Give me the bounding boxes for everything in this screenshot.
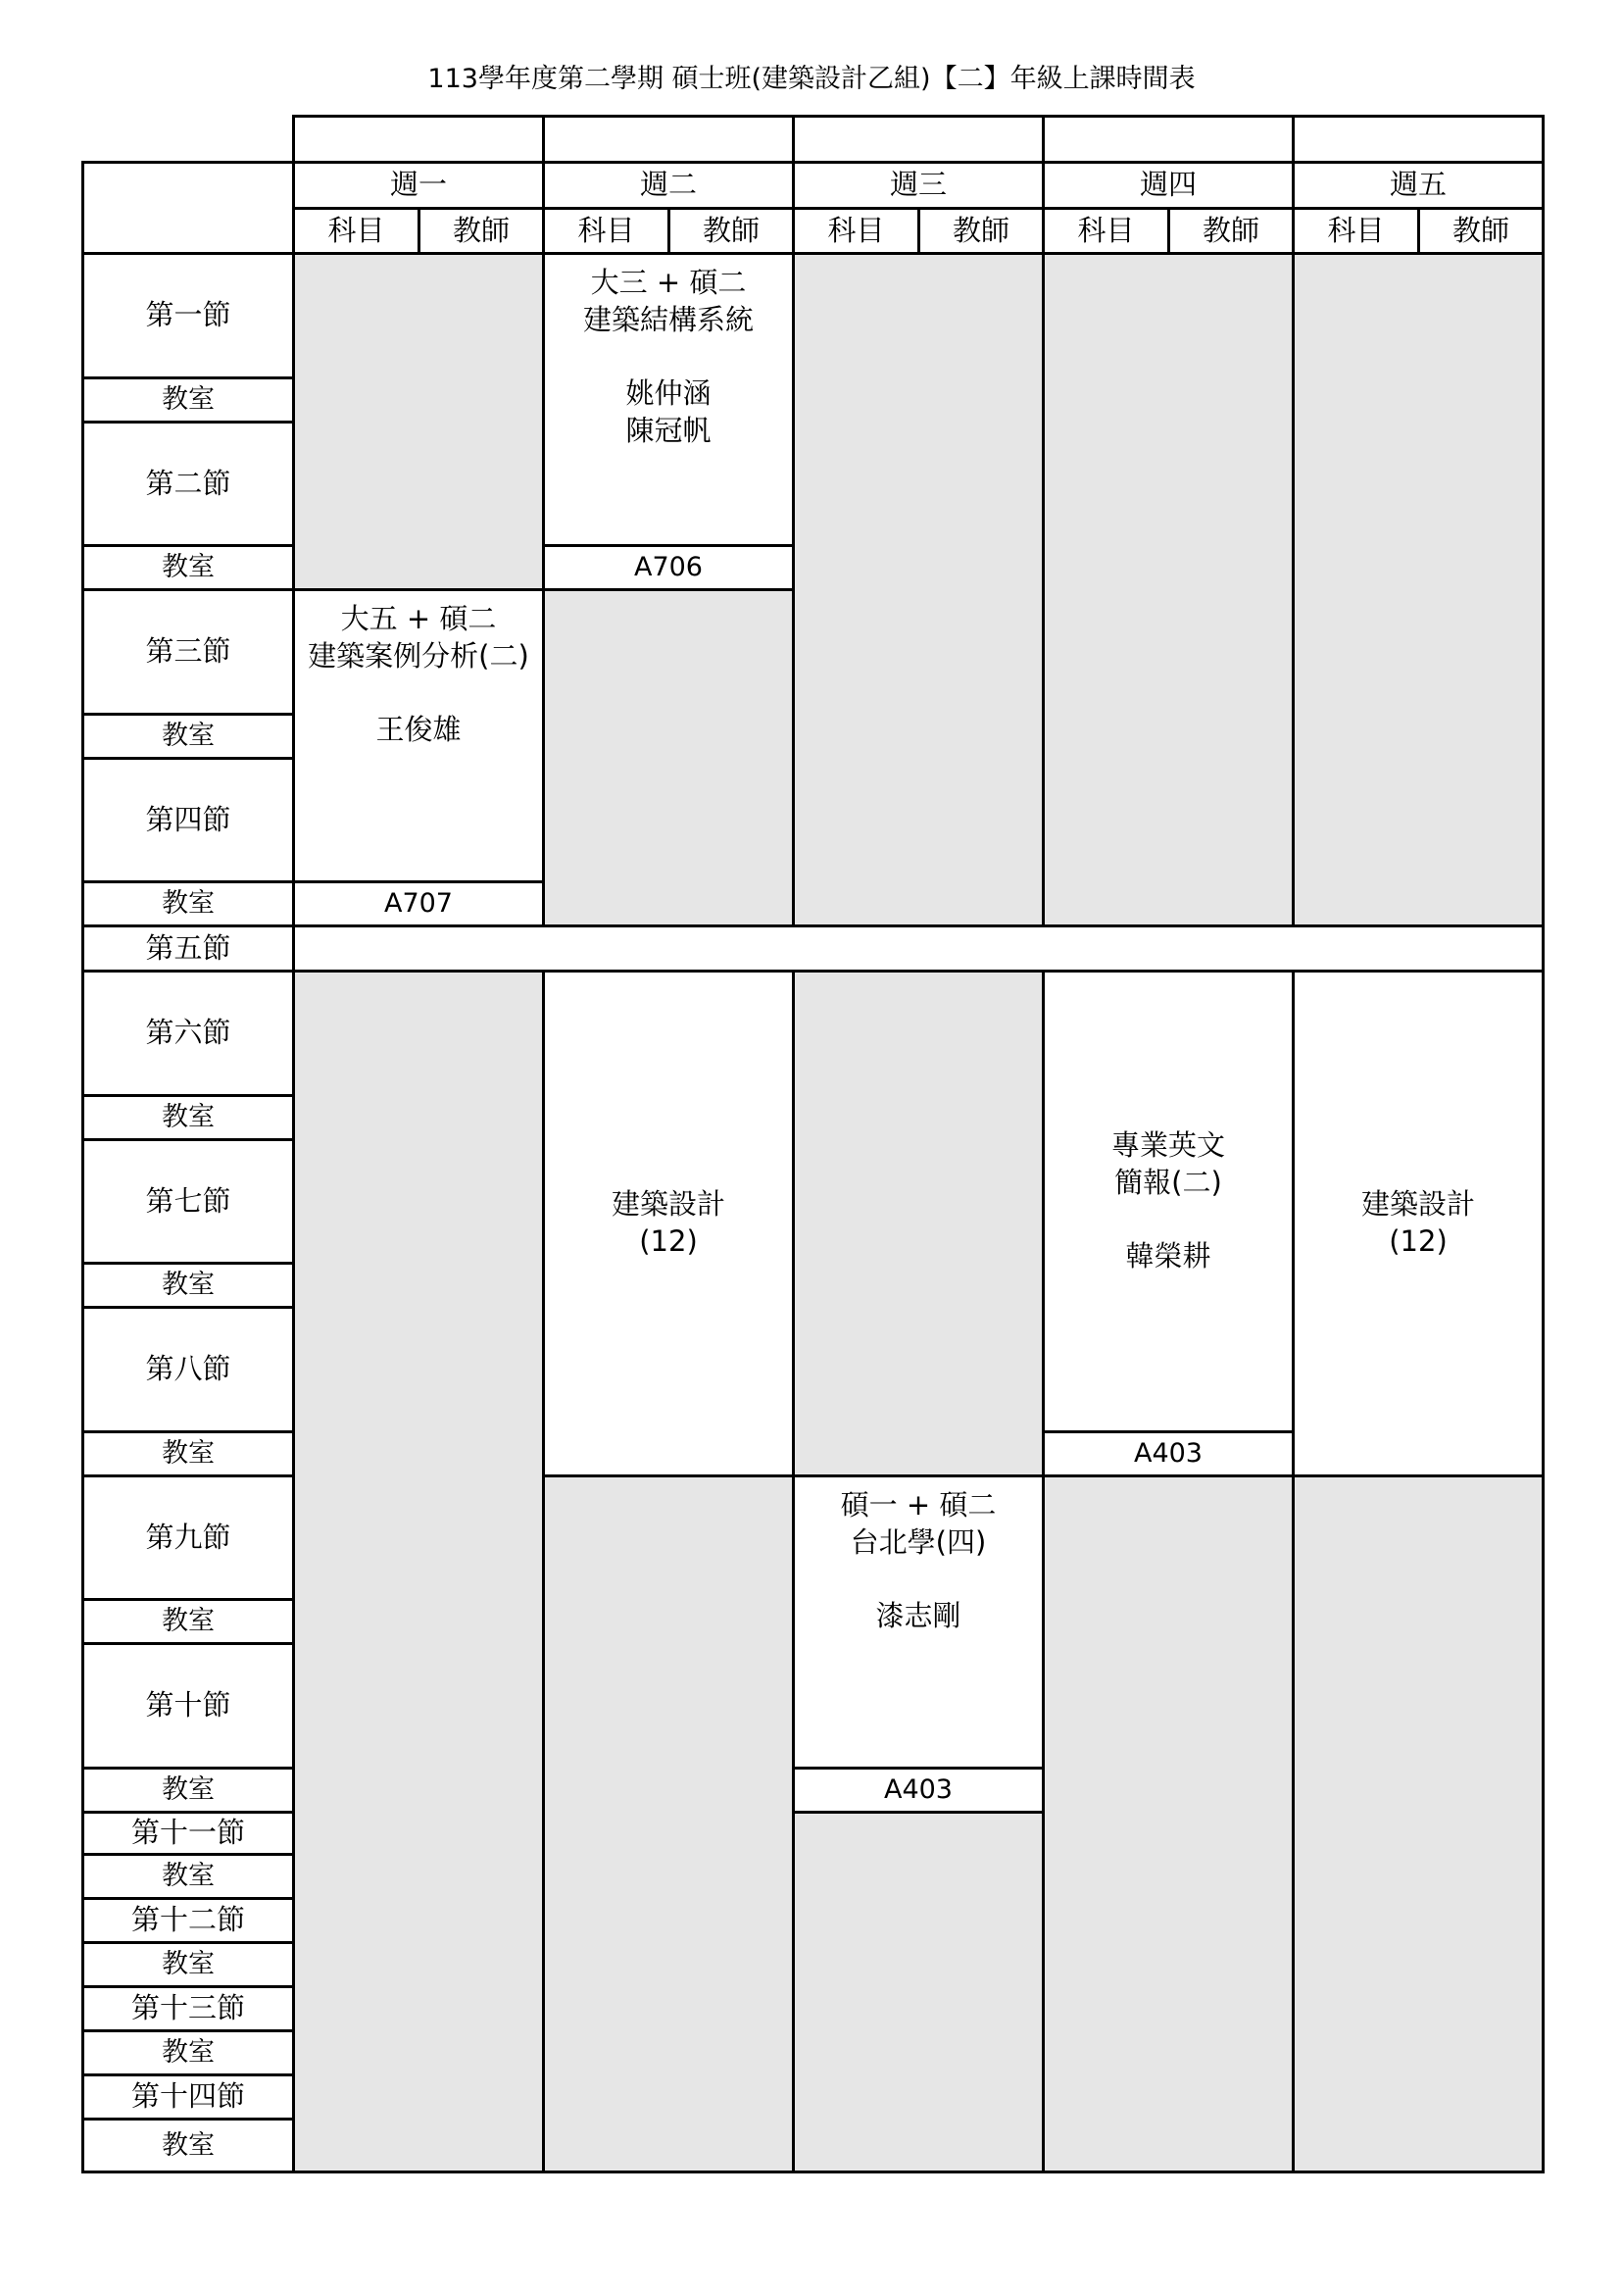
course-title: 建築案例分析(二) — [308, 638, 529, 673]
room-label: 教室 — [81, 1767, 295, 1814]
day-mon: 週一 — [292, 161, 545, 210]
room-label: 教室 — [81, 1262, 295, 1309]
subject-header: 科目 — [1042, 207, 1170, 255]
course-credits: (12) — [639, 1224, 698, 1258]
course-line: 碩一 + 碩二 — [840, 1488, 997, 1522]
empty-slot — [542, 588, 795, 927]
page-title: 113學年度第二學期 碩士班(建築設計乙組)【二】年級上課時間表 — [427, 64, 1196, 94]
period-12: 第十二節 — [81, 1897, 295, 1944]
empty-slot — [792, 970, 1045, 1477]
empty-slot — [1292, 1474, 1545, 2173]
course-block — [792, 1474, 1045, 1770]
course-title: 建築設計 — [611, 1187, 725, 1222]
header-blank-wed — [792, 115, 1045, 164]
course-block — [1292, 970, 1545, 1477]
teacher-header: 教師 — [1417, 207, 1545, 255]
room-label: 教室 — [81, 1094, 295, 1141]
empty-slot — [542, 1474, 795, 2173]
period-11: 第十一節 — [81, 1811, 295, 1856]
empty-slot — [1042, 252, 1295, 927]
course-title: 台北學(四) — [850, 1524, 987, 1559]
subject-header: 科目 — [1292, 207, 1420, 255]
empty-slot — [292, 970, 545, 2173]
room-label: 教室 — [81, 1853, 295, 1900]
subject-header: 科目 — [542, 207, 670, 255]
empty-slot — [792, 252, 1045, 927]
subject-header: 科目 — [792, 207, 920, 255]
course-block — [542, 252, 795, 547]
period-4: 第四節 — [81, 757, 295, 883]
subject-header: 科目 — [292, 207, 420, 255]
course-title: 簡報(二) — [1114, 1165, 1222, 1199]
lunch-band — [292, 924, 1545, 973]
course-title: 專業英文 — [1110, 1127, 1225, 1162]
empty-slot — [1292, 252, 1545, 927]
period-2: 第二節 — [81, 421, 295, 547]
course-block — [542, 970, 795, 1477]
course-room: A706 — [542, 544, 795, 591]
course-room: A403 — [1042, 1430, 1295, 1477]
room-label: 教室 — [81, 1598, 295, 1645]
period-9: 第九節 — [81, 1474, 295, 1601]
course-block — [1042, 970, 1295, 1433]
day-thu: 週四 — [1042, 161, 1295, 210]
course-teacher: 陳冠帆 — [625, 414, 712, 448]
course-title: 建築結構系統 — [582, 302, 754, 336]
room-label: 教室 — [81, 2118, 295, 2173]
empty-slot — [1042, 1474, 1295, 2173]
course-teacher: 漆志剛 — [875, 1599, 961, 1633]
period-8: 第八節 — [81, 1306, 295, 1433]
period-3: 第三節 — [81, 588, 295, 716]
room-label: 教室 — [81, 1941, 295, 1988]
course-teacher: 韓榮耕 — [1125, 1239, 1211, 1273]
header-blank-fri — [1292, 115, 1545, 164]
course-room: A403 — [792, 1767, 1045, 1814]
room-label: 教室 — [81, 376, 295, 424]
teacher-header: 教師 — [667, 207, 795, 255]
room-label: 教室 — [81, 544, 295, 591]
period-10: 第十節 — [81, 1642, 295, 1770]
day-fri: 週五 — [1292, 161, 1545, 210]
empty-slot — [292, 252, 545, 591]
course-line: 大五 + 碩二 — [340, 602, 497, 635]
room-label: 教室 — [81, 713, 295, 760]
teacher-header: 教師 — [917, 207, 1045, 255]
course-title: 建築設計 — [1360, 1187, 1475, 1222]
period-7: 第七節 — [81, 1138, 295, 1265]
period-6: 第六節 — [81, 970, 295, 1097]
course-line: 大三 + 碩二 — [590, 266, 747, 299]
day-wed: 週三 — [792, 161, 1045, 210]
course-teacher: 姚仲涵 — [625, 376, 712, 411]
teacher-header: 教師 — [418, 207, 545, 255]
room-label: 教室 — [81, 880, 295, 927]
room-label: 教室 — [81, 2029, 295, 2076]
course-teacher: 王俊雄 — [375, 713, 462, 747]
course-block — [292, 588, 545, 883]
period-1: 第一節 — [81, 252, 295, 379]
header-corner — [81, 161, 295, 255]
teacher-header: 教師 — [1167, 207, 1295, 255]
room-label: 教室 — [81, 1430, 295, 1477]
header-blank-tue — [542, 115, 795, 164]
period-5: 第五節 — [81, 924, 295, 973]
header-blank-mon — [292, 115, 545, 164]
course-room: A707 — [292, 880, 545, 927]
empty-slot — [792, 1811, 1045, 2173]
day-tue: 週二 — [542, 161, 795, 210]
period-13: 第十三節 — [81, 1985, 295, 2032]
header-blank-thu — [1042, 115, 1295, 164]
course-credits: (12) — [1389, 1224, 1448, 1258]
period-14: 第十四節 — [81, 2073, 295, 2121]
